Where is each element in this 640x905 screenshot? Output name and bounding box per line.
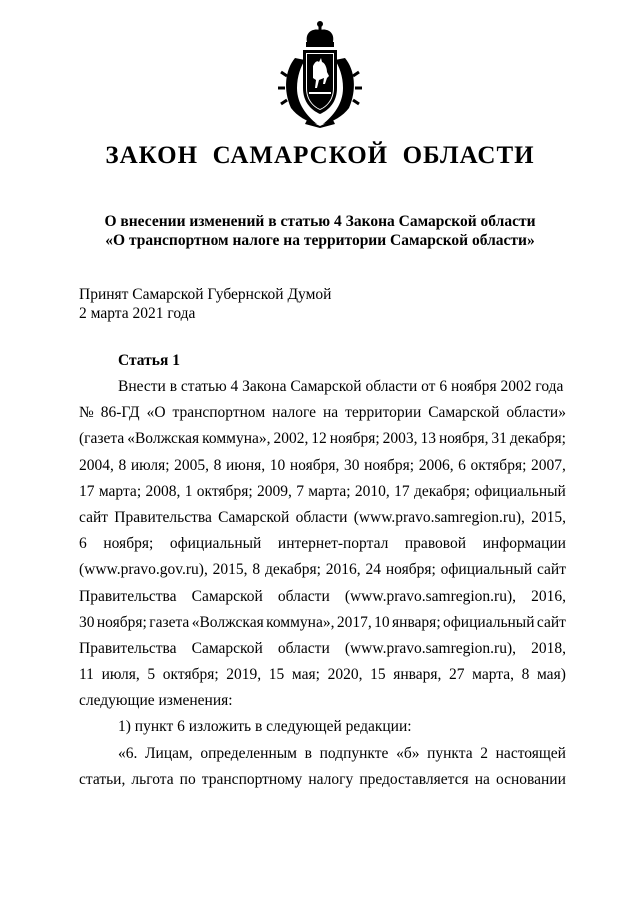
body-word: сайт (79, 508, 109, 526)
adoption-date: 2 марта 2021 года (79, 305, 196, 322)
body-word: декабря; (509, 430, 566, 448)
body-word: правовой (404, 535, 467, 553)
body-word: 6 (79, 535, 87, 553)
body-word: 2009, (256, 482, 292, 500)
body-word: 2004, (79, 456, 114, 474)
body-word: 6 (458, 456, 466, 474)
body-word: 8 (521, 666, 530, 684)
body-word: 2015, (212, 561, 248, 579)
body-word: мая) (536, 666, 566, 684)
body-word: Самарской (191, 639, 263, 657)
body-word: интернет-портал (277, 535, 389, 553)
body-word: июня, (225, 456, 266, 474)
body-word: налогу (308, 770, 354, 788)
body-word: (www.pravo.gov.ru), (79, 561, 208, 579)
body-line (79, 636, 566, 662)
body-word: 27 (449, 666, 465, 684)
body-word: ноября; (329, 430, 380, 448)
body-word: «6. (118, 744, 138, 762)
body-word: транспортному (201, 770, 303, 788)
body-word: 86-ГД (100, 404, 140, 422)
body-word: подпункте (319, 744, 389, 762)
body-line (79, 374, 566, 400)
body-word: 10 (269, 456, 286, 474)
adoption-body: Принят Самарской Губернской Думой (79, 286, 332, 303)
body-word: мая; (291, 666, 320, 684)
body-line (79, 688, 566, 714)
body-word: марта, (472, 666, 514, 684)
law-subject (0, 212, 640, 250)
body-word: официальный (474, 482, 566, 500)
body-line (79, 741, 566, 767)
body-word: «Волжская (191, 613, 264, 631)
body-word: 2016, (531, 587, 566, 605)
body-word: ноября; (103, 535, 154, 553)
article-heading: Статья 1 (118, 352, 180, 369)
body-word: статьи, (79, 770, 126, 788)
body-word: Правительства (114, 508, 212, 526)
body-line (79, 610, 566, 636)
body-word: января, (393, 666, 442, 684)
body-word: Лицам, (145, 744, 193, 762)
body-word: налоге (272, 404, 317, 422)
body-word: октября; (162, 666, 219, 684)
body-word: 2003, (382, 430, 418, 448)
body-word: 1 (184, 482, 193, 500)
body-word: настоящей (495, 744, 566, 762)
body-line (79, 767, 566, 793)
body-word: области (277, 639, 330, 657)
subject-line: «О транспортном налоге на территории Самарской области» (105, 232, 535, 249)
body-word: ноября, (438, 430, 489, 448)
body-word: следующие изменения: (79, 692, 233, 710)
body-word: определенным (200, 744, 297, 762)
body-word: коммуна», (202, 430, 271, 448)
body-word: Самарской (191, 587, 263, 605)
body-word: 31 (491, 430, 507, 448)
body-word: 1) пункт 6 изложить в следующей редакции: (118, 718, 412, 736)
body-word: 15 (370, 666, 386, 684)
article-body (79, 374, 566, 793)
body-word: 2 (480, 744, 488, 762)
body-line (79, 557, 566, 583)
body-word: 2017, (336, 613, 372, 631)
body-word: 17 (394, 482, 410, 500)
body-word: транспортном (172, 404, 266, 422)
body-word: декабря; (264, 561, 321, 579)
body-word: Самарской (428, 404, 500, 422)
body-word: 15 (268, 666, 285, 684)
body-line (79, 662, 566, 688)
body-word: 2018, (531, 639, 566, 657)
body-word: области (277, 587, 330, 605)
body-word: коммуна», (266, 613, 335, 631)
body-word: июля, (101, 666, 140, 684)
body-word: июля; (130, 456, 170, 474)
body-word: «б» (396, 744, 420, 762)
body-word: марта; (308, 482, 351, 500)
law-title: ЗАКОН САМАРСКОЙ ОБЛАСТИ (105, 142, 535, 169)
body-word: (www.pravo.samregion.ru), (353, 508, 525, 526)
body-word: января; (392, 613, 441, 631)
body-word: (www.pravo.samregion.ru), (344, 639, 516, 657)
body-word: 5 (147, 666, 156, 684)
body-word: по (179, 770, 196, 788)
body-word: основании (495, 770, 566, 788)
body-word: «Волжская (127, 430, 200, 448)
body-word: сайт (536, 561, 566, 579)
body-line (79, 453, 566, 479)
body-word: 2016, (325, 561, 361, 579)
body-word: 8 (118, 456, 127, 474)
body-word: области (295, 508, 348, 526)
body-line (79, 479, 566, 505)
body-word: 2010, (354, 482, 390, 500)
body-word: октября; (196, 482, 253, 500)
body-word: газета (149, 613, 190, 631)
body-word: 2007, (531, 456, 566, 474)
body-word: 17 (79, 482, 95, 500)
body-word: ноября; (96, 613, 147, 631)
body-line (79, 584, 566, 610)
body-word: (газета (79, 430, 125, 448)
adoption-info (79, 285, 331, 323)
body-word: на (322, 404, 339, 422)
body-word: официальный (169, 535, 262, 553)
body-word: ноября, (289, 456, 340, 474)
body-word: 30 (344, 456, 360, 474)
body-word: в (304, 744, 312, 762)
body-word: октября; (470, 456, 527, 474)
body-word: «О (146, 404, 166, 422)
body-word: льгота (131, 770, 174, 788)
subject-line: О внесении изменений в статью 4 Закона Самарской области (104, 213, 536, 230)
body-line (79, 714, 566, 740)
body-line (79, 400, 566, 426)
body-word: сайт (536, 613, 566, 631)
body-word: Правительства (79, 587, 177, 605)
body-word: Самарской (218, 508, 290, 526)
body-line (79, 426, 566, 452)
body-word: 2020, (327, 666, 363, 684)
body-word: Внести в статью 4 Закона Самарской области от 6 ноября 2002 года (118, 378, 564, 395)
body-line (79, 505, 566, 531)
samara-oblast-coat-of-arms-icon (277, 18, 363, 128)
body-word: территории (345, 404, 422, 422)
body-word: 2008, (145, 482, 181, 500)
body-word: 7 (296, 482, 304, 500)
body-word: ноября; (385, 561, 436, 579)
body-word: ноября; (364, 456, 415, 474)
body-word: пункта (427, 744, 473, 762)
body-word: на (474, 770, 490, 788)
body-word: 2006, (418, 456, 454, 474)
body-word: 24 (365, 561, 381, 579)
body-word: 8 (252, 561, 261, 579)
body-word: (www.pravo.samregion.ru), (344, 587, 516, 605)
body-word: 13 (420, 430, 436, 448)
body-word: области» (506, 404, 566, 422)
body-word: марта; (98, 482, 142, 500)
body-line (79, 531, 566, 557)
body-word: 2015, (531, 508, 566, 526)
body-word: 10 (374, 613, 390, 631)
body-word: декабря; (413, 482, 470, 500)
body-word: 2019, (226, 666, 262, 684)
body-word: предоставляется (359, 770, 469, 788)
body-word: официальный (443, 613, 535, 631)
body-word: информации (482, 535, 566, 553)
body-word: № (79, 404, 94, 422)
body-word: 11 (79, 666, 94, 684)
body-word: 2005, (174, 456, 209, 474)
body-word: официальный (440, 561, 533, 579)
body-word: Правительства (79, 639, 177, 657)
body-word: 2002, (273, 430, 309, 448)
body-word: 8 (213, 456, 222, 474)
body-word: 30 (79, 613, 95, 631)
body-word: 12 (311, 430, 327, 448)
